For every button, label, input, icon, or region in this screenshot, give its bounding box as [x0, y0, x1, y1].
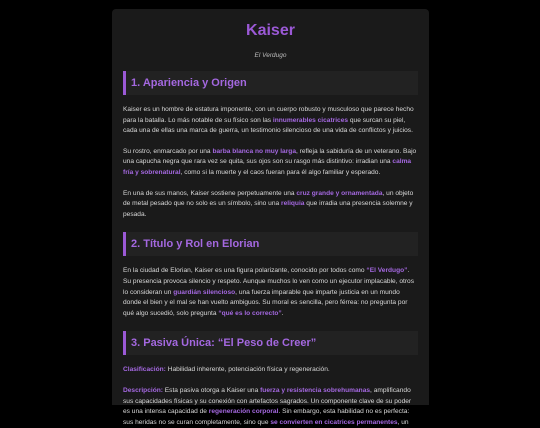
- highlight-text: regeneración corporal: [208, 408, 279, 416]
- body-text: , un: [397, 418, 409, 426]
- body-text: , como si la muerte y el caos fueran para él algo familiar y esperado.: [180, 168, 381, 176]
- section-paragraph: [123, 266, 418, 319]
- body-text: . Sin embargo, esta habilidad no es perfecta: sus heridas no se curan completamente, sino que: [123, 408, 410, 426]
- body-text: Habilidad inherente, potenciación física y regeneración.: [165, 366, 330, 374]
- body-text: Esta pasiva otorga a Kaiser una: [162, 386, 261, 394]
- page-subtitle: El Verdugo: [254, 52, 287, 59]
- highlight-text: Clasificación:: [123, 366, 166, 374]
- highlight-text: se convierten en cicatrices permanentes: [270, 418, 398, 426]
- body-text: , un objeto de metal pesado que no solo es un símbolo, sino una: [123, 189, 414, 208]
- highlight-text: cruz grande y ornamentada: [296, 189, 383, 197]
- section-paragraph: [123, 386, 418, 428]
- highlight-text: “El Verdugo”: [366, 267, 408, 275]
- section-heading: 2. Título y Rol en Elorian: [123, 232, 418, 256]
- section-paragraph: [123, 105, 418, 137]
- section-heading: 1. Apariencia y Origen: [123, 71, 418, 95]
- body-text: En la ciudad de Elorian, Kaiser es una figura polarizante, conocido por todos como: [123, 267, 367, 275]
- highlight-text: reliquia: [281, 200, 305, 208]
- body-text: , una fuerza imparable que imparte justicia en un mundo donde el bien y el mal se han vuelto ambiguos. Su moral es sencilla, pero férrea: no pregunta por qué algo sucedió, solo pregunta: [123, 288, 408, 317]
- section-heading: 3. Pasiva Única: “El Peso de Creer”: [123, 331, 418, 355]
- highlight-text: barba blanca no muy larga: [212, 147, 296, 155]
- body-text: , refleja la sabiduría de un veterano. Bajo una capucha negra que rara vez se quita, sus ojos son su rasgo más distintivo: irradian una: [123, 147, 417, 166]
- page-title: Kaiser: [246, 22, 295, 39]
- highlight-text: calma fría y sobrenatural: [123, 158, 412, 176]
- highlight-text: fuerza y resistencia sobrehumanas: [260, 386, 371, 394]
- highlight-text: guardián silencioso: [173, 288, 236, 296]
- body-text: que surcan su piel, cada una de ellas una marca de guerra, un testimonio silencioso de una vida de conflictos y juicios.: [123, 116, 413, 135]
- highlight-text: Descripción:: [123, 386, 163, 394]
- section-paragraph: [123, 365, 418, 376]
- body-text: , amplificando sus capacidades físicas y su conexión con artefactos sagrados. Un componente clave de su poder es una intensa capacidad de: [123, 386, 412, 416]
- highlight-text: innumerables cicatrices: [272, 116, 349, 124]
- body-text: Su rostro, enmarcado por una: [123, 147, 213, 155]
- sections-container: [123, 71, 418, 428]
- body-text: En una de sus manos, Kaiser sostiene perpetuamente una: [123, 189, 297, 197]
- body-text: . Su presencia provoca silencio y respeto. Aunque muchos lo ven como un ejecutor implacable, otros lo consideran un: [123, 267, 415, 296]
- section-paragraph: [123, 147, 418, 179]
- highlight-text: “qué es lo correcto”: [218, 309, 282, 317]
- section-paragraph: [123, 189, 418, 221]
- body-text: .: [281, 309, 284, 317]
- body-text: que irradia una presencia solemne y pesada.: [123, 200, 413, 218]
- document-card: [112, 9, 429, 426]
- body-text: Kaiser es un hombre de estatura imponente, con un cuerpo robusto y musculoso que parece hecho para la batalla. Lo más notable de su físico son las: [123, 106, 414, 124]
